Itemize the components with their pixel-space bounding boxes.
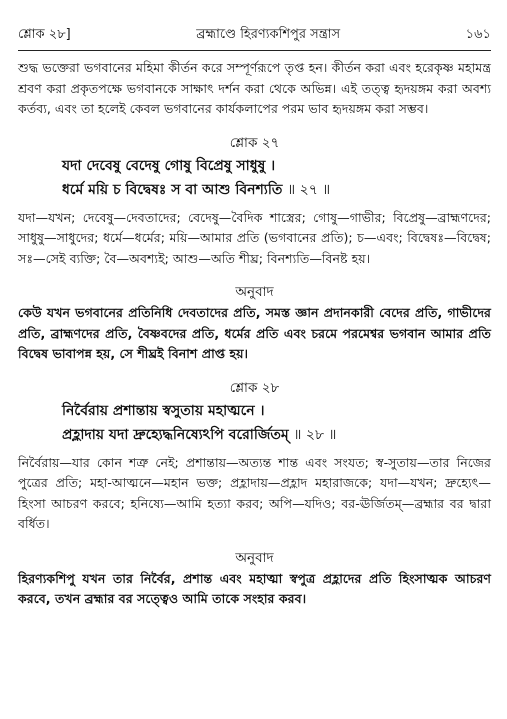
verse-28-line-2-text: প্রহ্লাদায় যদা দ্রুহ্যেদ্ধনিষ্যেঽপি বরোর্জিতম্ bbox=[62, 426, 289, 443]
verse-heading-27: শ্লোক ২৭ bbox=[229, 134, 280, 151]
header-verse-ref: শ্লোক ২৮] bbox=[18, 26, 71, 42]
verse-heading-28: শ্লোক ২৮ bbox=[229, 379, 280, 396]
translation-heading-28: অনুবাদ bbox=[235, 549, 274, 566]
header-chapter-title: ব্রহ্মাণ্ডে হিরণ্যকশিপুর সন্ত্রাস bbox=[196, 26, 341, 42]
verse-27-line-1: যদা দেবেষু বেদেষু গোষু বিপ্রেষু সাধুষু । bbox=[62, 157, 276, 174]
verse-27-number: ॥ ২৭ ॥ bbox=[287, 181, 331, 198]
verse-27-line-2-text: ধর্মে ময়ি চ বিদ্বেষঃ স বা আশু বিনশ্যতি bbox=[62, 181, 283, 198]
intro-paragraph: শুদ্ধ ভক্তেরা ভগবানের মহিমা কীর্তন করে সম্পূর্ণরূপে তৃপ্ত হন। কীর্তন করা এবং হরেকৃষ্ণ মহামন্ত্র শ্রবণ করা প্রকৃতপক্ষে ভগবানকে সাক্ষাৎ দর্শন করা থেকে অভিন্ন। এই তত্ত্ব হৃদয়ঙ্গম করা অবশ্য কর্তব্য, এবং তা হলেই কেবল ভগবানের কার্যকলাপের পরম ভাব হৃদয়ঙ্গম করা সম্ভব। bbox=[18, 60, 491, 116]
verse-28-line-1: নির্বৈরায় প্রশান্তায় স্বসুতায় মহাত্মনে । bbox=[62, 402, 265, 419]
translation-27: কেউ যখন ভগবানের প্রতিনিধি দেবতাদের প্রতি, সমস্ত জ্ঞান প্রদানকারী বেদের প্রতি, গাভীদের প্রতি, ব্রাহ্মণদের প্রতি, বৈষ্ণবদের প্রতি, ধর্মের প্রতি এবং চরমে পরমেশ্বর ভগবান আমার প্রতি বিদ্বেষ ভাবাপন্ন হয়, সে শীঘ্রই বিনাশ প্রাপ্ত হয়। bbox=[18, 305, 491, 361]
verse-27-line-2 bbox=[18, 178, 491, 202]
translation-heading-27: অনুবাদ bbox=[235, 284, 274, 300]
synonyms-27: যদা—যখন; দেবেষু—দেবতাদের; বেদেষু—বৈদিক শাস্ত্রের; গোষু—গাভীর; বিপ্রেষু—ব্রাহ্মণদের; সাধুষু—সাধুদের; ধর্মে—ধর্মের; ময়ি—আমার প্রতি (ভগবানের প্রতি); চ—এবং; বিদ্বেষঃ—বিদ্বেষ; সঃ—সেই ব্যক্তি; বৈ—অবশ্যই; আশু—অতি শীঘ্র; বিনশ্যতি—বিনষ্ট হয়। bbox=[18, 209, 491, 266]
page-content bbox=[18, 58, 491, 610]
verse-28-line-2 bbox=[18, 423, 491, 447]
header-page-number: ১৬১ bbox=[465, 26, 491, 42]
verse-28-number: ॥ ২৮ ॥ bbox=[293, 426, 337, 443]
header-rule bbox=[18, 50, 491, 51]
synonyms-28: নির্বৈরায়—যার কোন শত্রু নেই; প্রশান্তায়—অত্যন্ত শান্ত এবং সংযত; স্ব-সুতায়—তার নিজের পুত্রের প্রতি; মহা-আত্মনে—মহান ভক্ত; প্রহ্লাদায়—প্রহ্লাদ মহারাজকে; যদা—যখন; দ্রুহ্যেৎ—হিংসা আচরণ করবে; হনিষ্যে—আমি হত্যা করব; অপি—যদিও; বর-ঊর্জিতম্—ব্রহ্মার বর দ্বারা বর্ধিত। bbox=[18, 454, 491, 531]
page-header bbox=[18, 24, 491, 46]
translation-28: হিরণ্যকশিপু যখন তার নির্বৈর, প্রশান্ত এবং মহাত্মা স্বপুত্র প্রহ্লাদের প্রতি হিংসাত্মক আচরণ করবে, তখন ব্রহ্মার বর সত্ত্বেও আমি তাকে সংহার করব। bbox=[18, 570, 491, 606]
